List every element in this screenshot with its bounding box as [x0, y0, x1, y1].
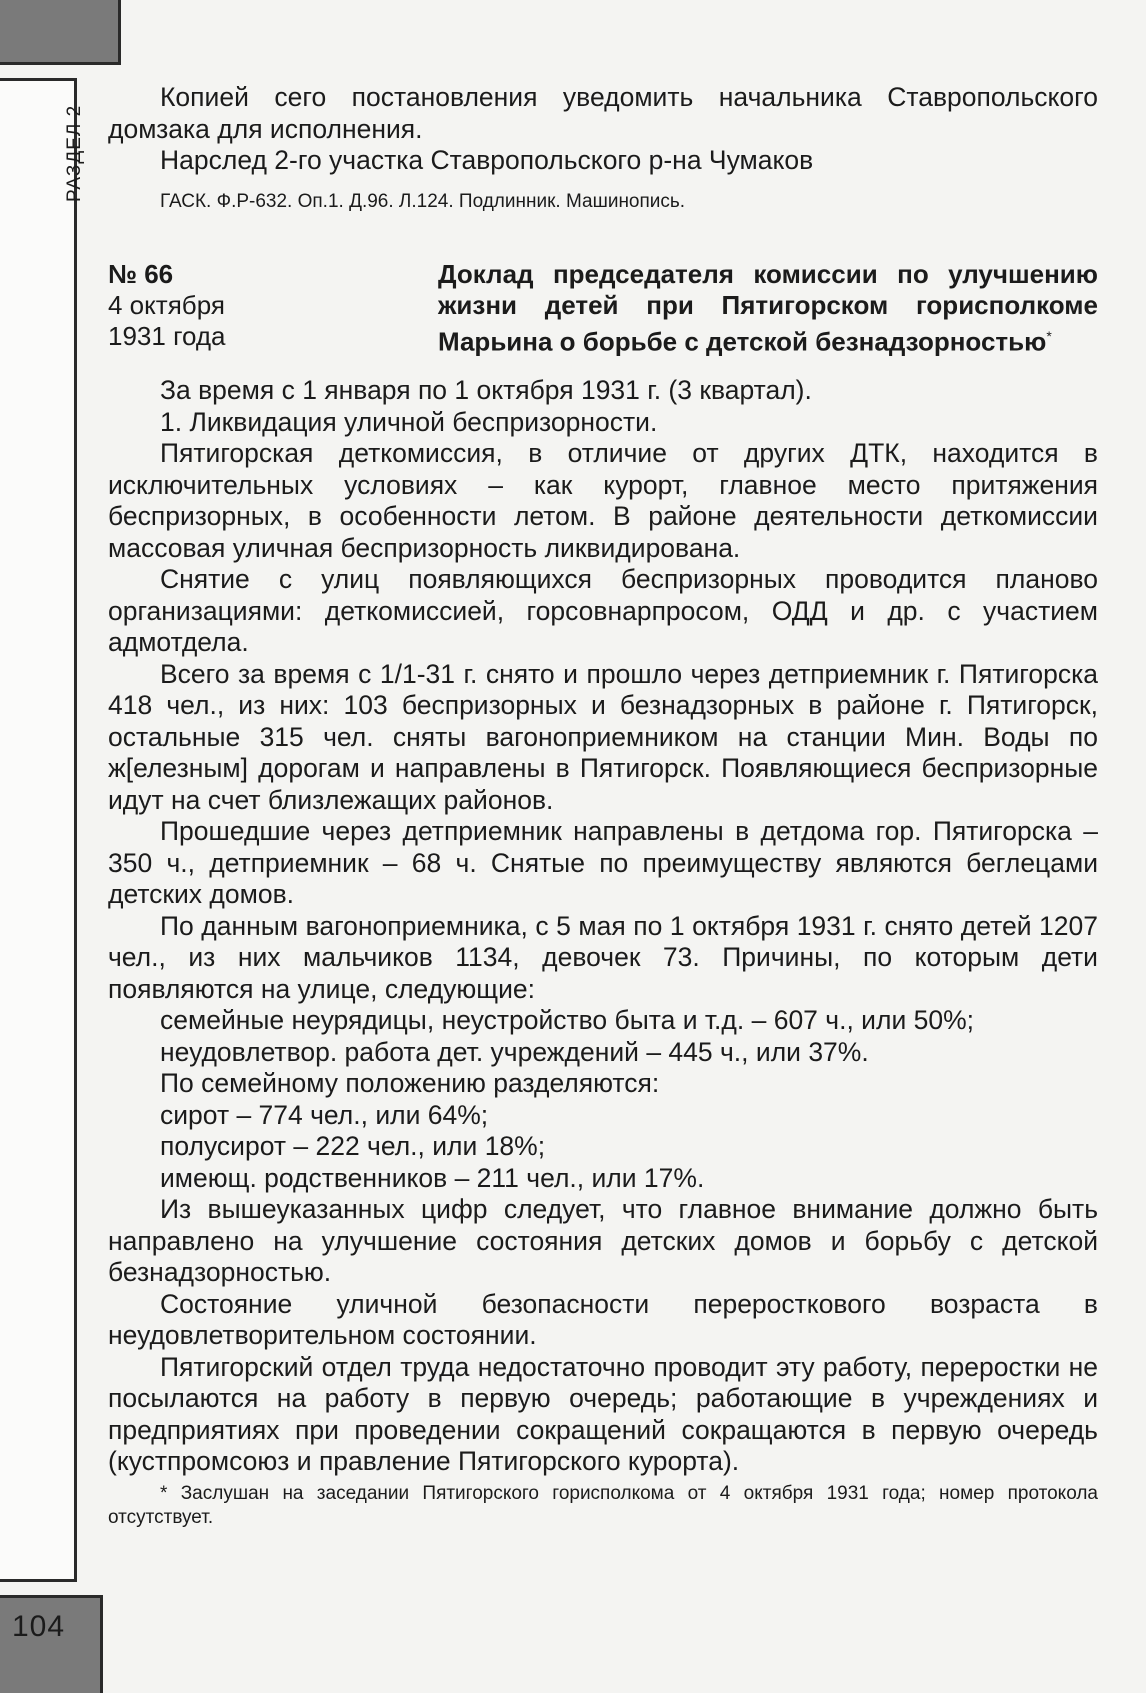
reason-item-1: семейные неурядицы, неустройство быта и т.д. – 607 ч., или 50%; [160, 1005, 975, 1036]
intro-paragraph-1: Копией сего постановления уведомить начальника Ставропольского домзака для исполнения. [108, 82, 1098, 144]
document-title [438, 259, 1098, 358]
family-item-3: имеющ. родственников – 211 чел., или 17%. [160, 1162, 705, 1193]
corner-decoration-top [0, 0, 121, 65]
family-intro: По семейному положению разделяются: [160, 1068, 660, 1099]
document-meta [108, 259, 438, 358]
paragraph-8: Пятигорский отдел труда недостаточно проводит эту работу, переростки не посылаются на работу в первую очередь; работающие в учреждениях и предприятиях при проведении сокращений сокращаются в первую очередь (кустпромсоюз и правление Пятигорского курорта). [108, 1351, 1098, 1477]
document-date-year: 1931 года [108, 320, 226, 351]
paragraph-4: Прошедшие через детприемник направлены в детдома гор. Пятигорска – 350 ч., детприемник – 68 ч. Снятые по преимуществу являются беглецами детских домов. [108, 816, 1098, 910]
page-content [108, 82, 1098, 1530]
paragraph-5: По данным вагоноприемника, с 5 мая по 1 октября 1931 г. снято детей 1207 чел., из них мальчиков 1134, девочек 73. Причины, по которым дети появляются на улице, следующие: [108, 910, 1098, 1004]
intro-signature: Нарслед 2-го участка Ставропольского р-на Чумаков [160, 145, 814, 175]
family-item-2: полусирот – 222 чел., или 18%; [160, 1131, 546, 1162]
document-date-day: 4 октября [108, 289, 225, 320]
period-line: За время с 1 января по 1 октября 1931 г. (3 квартал). [160, 375, 812, 406]
section-heading-1: 1. Ликвидация уличной беспризорности. [160, 406, 658, 437]
paragraph-2: Снятие с улиц появляющихся беспризорных проводится планово организациями: деткомиссией, горсовнарпросом, ОДД и др. с участием адмотдела. [108, 564, 1098, 658]
document-title-text: Доклад председателя комиссии по улучшению жизни детей при Пятигорском горисполкоме Марьина о борьбе с детской безнадзорностью [438, 258, 1098, 357]
family-item-1: сирот – 774 чел., или 64%; [160, 1099, 489, 1130]
footnote: * Заслушан на заседании Пятигорского горисполкома от 4 октября 1931 года; номер протокола отсутствует. [108, 1482, 1098, 1528]
reason-item-2: неудовлетвор. работа дет. учреждений – 445 ч., или 37%. [160, 1036, 869, 1067]
paragraph-7: Состояние уличной безопасности переросткового возраста в неудовлетворительном состоянии. [108, 1288, 1098, 1351]
document-header [108, 259, 1098, 358]
document-number: № 66 [108, 258, 174, 289]
section-label-text: РАЗДЕЛ 2 [64, 104, 85, 202]
paragraph-3: Всего за время с 1/1-31 г. снято и прошло через детприемник г. Пятигорска 418 чел., из них: 103 беспризорных и безнадзорных в районе г. Пятигорск, остальные 315 чел. сняты вагоноприемником на станции Мин. Воды по ж[елезным] дорогам и направлены в Пятигорск. Появляющиеся беспризорные идут на счет близлежащих районов. [108, 658, 1098, 815]
paragraph-6: Из вышеуказанных цифр следует, что главное внимание должно быть направлено на улучшение состояния детских домов и борьбу с детской безнадзорностью. [108, 1194, 1098, 1288]
left-margin-frame [0, 78, 77, 1582]
section-label [56, 90, 96, 210]
paragraph-1: Пятигорская деткомиссия, в отличие от других ДТК, находится в исключительных условиях – как курорт, главное место притяжения беспризорных, в особенности летом. В районе деятельности деткомиссии массовая уличная беспризорность ликвидирована. [108, 438, 1098, 563]
page-number: 104 [12, 1610, 66, 1643]
footnote-marker: * [1046, 327, 1052, 344]
archive-source: ГАСК. Ф.Р-632. Оп.1. Д.96. Л.124. Подлинник. Машинопись. [160, 190, 686, 212]
